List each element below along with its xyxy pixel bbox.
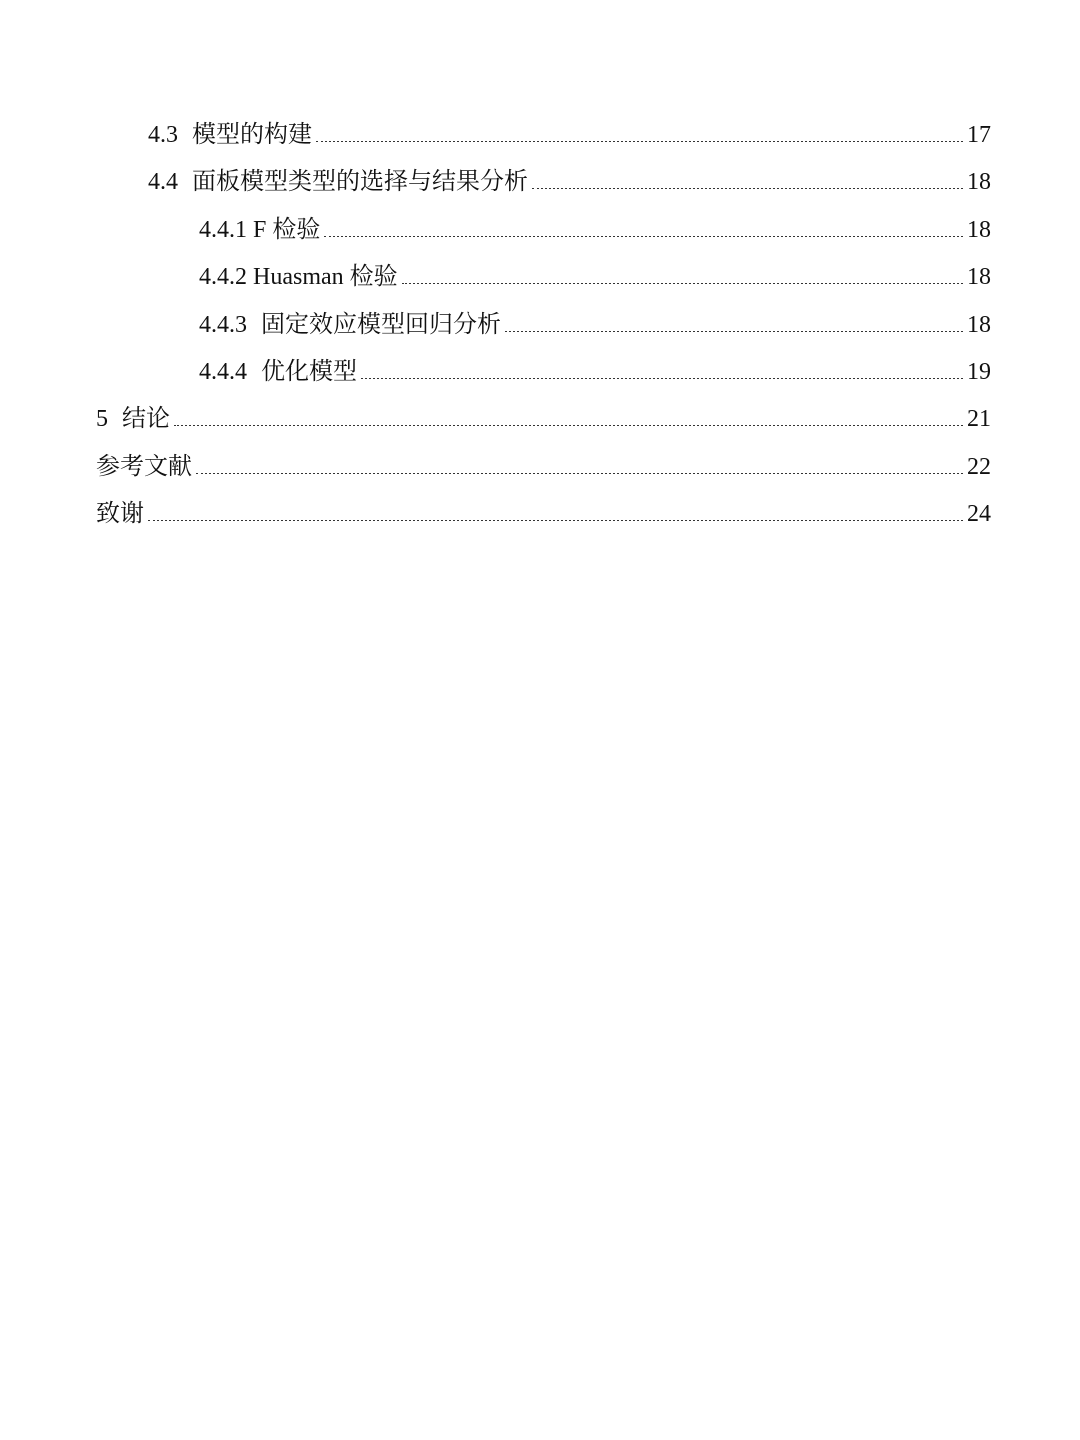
toc-dot-leader (402, 260, 963, 284)
toc-entry-page: 18 (967, 264, 991, 291)
toc-dot-leader (148, 497, 963, 521)
toc-entry-title: 模型的构建 (192, 122, 312, 148)
toc-entry-acknowledgements[interactable] (96, 491, 991, 538)
toc-dot-leader (174, 402, 963, 426)
toc-dot-leader (196, 450, 963, 474)
toc-entry-title: 固定效应模型回归分析 (261, 311, 501, 338)
toc-entry-title: 结论 (122, 406, 170, 433)
toc-entry-number: 4.4.2 (199, 264, 247, 291)
toc-entry-title: F 检验 (253, 216, 321, 243)
toc-entry-title: 面板模型类型的选择与结果分析 (192, 169, 528, 196)
toc-entry-5[interactable] (96, 396, 991, 443)
toc-entry-number: 4.4.4 (199, 358, 247, 385)
toc-entry-page: 19 (967, 358, 991, 385)
toc-entry-number: 4.4.1 (199, 216, 247, 243)
toc-entry-4-4-3[interactable] (96, 302, 991, 349)
toc-dot-leader (316, 118, 963, 142)
toc-entry-4-3[interactable] (96, 112, 991, 159)
toc-entry-page: 18 (967, 311, 991, 338)
toc-entry-page: 21 (967, 406, 991, 433)
toc-entry-title: Huasman 检验 (253, 264, 398, 291)
toc-entry-4-4[interactable] (96, 159, 991, 206)
toc-entry-page: 18 (967, 169, 991, 196)
toc-entry-number: 4.4.3 (199, 311, 247, 338)
toc-dot-leader (324, 213, 963, 237)
toc-entry-title: 优化模型 (261, 358, 357, 385)
toc-dot-leader (532, 165, 963, 189)
toc-dot-leader (361, 355, 963, 379)
toc-entry-4-4-2[interactable] (96, 254, 991, 301)
toc-entry-number: 4.3 (148, 122, 178, 148)
toc-entry-number: 5 (96, 406, 108, 433)
toc-entry-title: 参考文献 (96, 453, 192, 480)
table-of-contents (96, 112, 991, 539)
toc-entry-4-4-4[interactable] (96, 349, 991, 396)
toc-entry-page: 24 (967, 501, 991, 528)
toc-entry-title: 致谢 (96, 501, 144, 528)
toc-dot-leader (505, 308, 963, 332)
toc-entry-references[interactable] (96, 444, 991, 491)
toc-entry-page: 22 (967, 453, 991, 480)
toc-entry-number: 4.4 (148, 169, 178, 196)
toc-entry-4-4-1[interactable] (96, 207, 991, 254)
toc-entry-page: 18 (967, 216, 991, 243)
toc-entry-page: 17 (967, 122, 991, 148)
